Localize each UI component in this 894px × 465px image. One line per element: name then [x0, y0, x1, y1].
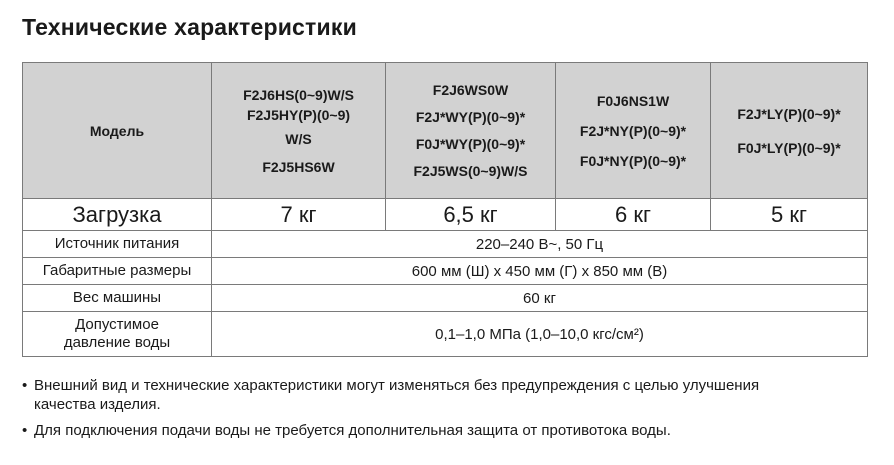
model-name: F0J*NY(P)(0~9)* — [579, 152, 687, 169]
load-value: 6 кг — [556, 199, 711, 231]
weight-row — [23, 285, 868, 312]
model-name: F0J6NS1W — [596, 92, 670, 109]
bullet: • — [22, 377, 28, 394]
model-name: F2J*WY(P)(0~9)* — [415, 108, 526, 125]
model-name: F2J5WS(0~9)W/S — [413, 162, 528, 179]
model-name: F2J6WS0W — [432, 81, 509, 98]
weight-value: 60 кг — [212, 285, 868, 312]
notes — [22, 376, 872, 447]
load-value: 7 кг — [212, 199, 386, 231]
pressure-label-line: давление воды — [63, 334, 171, 351]
dimensions-value: 600 мм (Ш) x 450 мм (Г) x 850 мм (В) — [212, 258, 868, 285]
model-label: Модель — [23, 63, 212, 199]
dimensions-row — [23, 258, 868, 285]
model-name: F2J5HY(P)(0~9) — [246, 106, 351, 123]
model-cell-4 — [711, 63, 868, 199]
model-name: F2J5HS6W — [262, 158, 335, 175]
model-name: W/S — [285, 130, 312, 147]
power-value: 220–240 В~, 50 Гц — [212, 231, 868, 258]
model-cell-2 — [386, 63, 556, 199]
pressure-row — [23, 312, 868, 357]
load-value: 6,5 кг — [386, 199, 556, 231]
load-label: Загрузка — [23, 199, 212, 231]
load-row — [23, 199, 868, 231]
model-name: F0J*WY(P)(0~9)* — [415, 135, 526, 152]
power-label: Источник питания — [23, 231, 212, 258]
note-item — [22, 376, 872, 414]
note-text: Для подключения подачи воды не требуется дополнительная защита от противотока воды. — [34, 422, 671, 439]
model-name: F2J*LY(P)(0~9)* — [737, 105, 841, 122]
model-name: F2J*NY(P)(0~9)* — [579, 122, 687, 139]
note-item — [22, 421, 872, 440]
pressure-label-line: Допустимое — [75, 316, 159, 333]
model-name: F2J6HS(0~9)W/S — [243, 86, 354, 103]
model-cell-1 — [212, 63, 386, 199]
bullet: • — [22, 422, 28, 439]
weight-label: Вес машины — [23, 285, 212, 312]
page-title: Технические характеристики — [22, 14, 357, 40]
pressure-label — [23, 312, 212, 357]
power-row — [23, 231, 868, 258]
note-text: Внешний вид и технические характеристики могут изменяться без предупреждения с целью улучшения качества изделия. — [34, 377, 760, 413]
pressure-value: 0,1–1,0 МПа (1,0–10,0 кгс/см²) — [212, 312, 868, 357]
model-name: F0J*LY(P)(0~9)* — [737, 139, 841, 156]
load-value: 5 кг — [711, 199, 868, 231]
model-header-row — [23, 63, 868, 199]
spec-table — [22, 62, 868, 357]
model-cell-3 — [556, 63, 711, 199]
dimensions-label: Габаритные размеры — [23, 258, 212, 285]
